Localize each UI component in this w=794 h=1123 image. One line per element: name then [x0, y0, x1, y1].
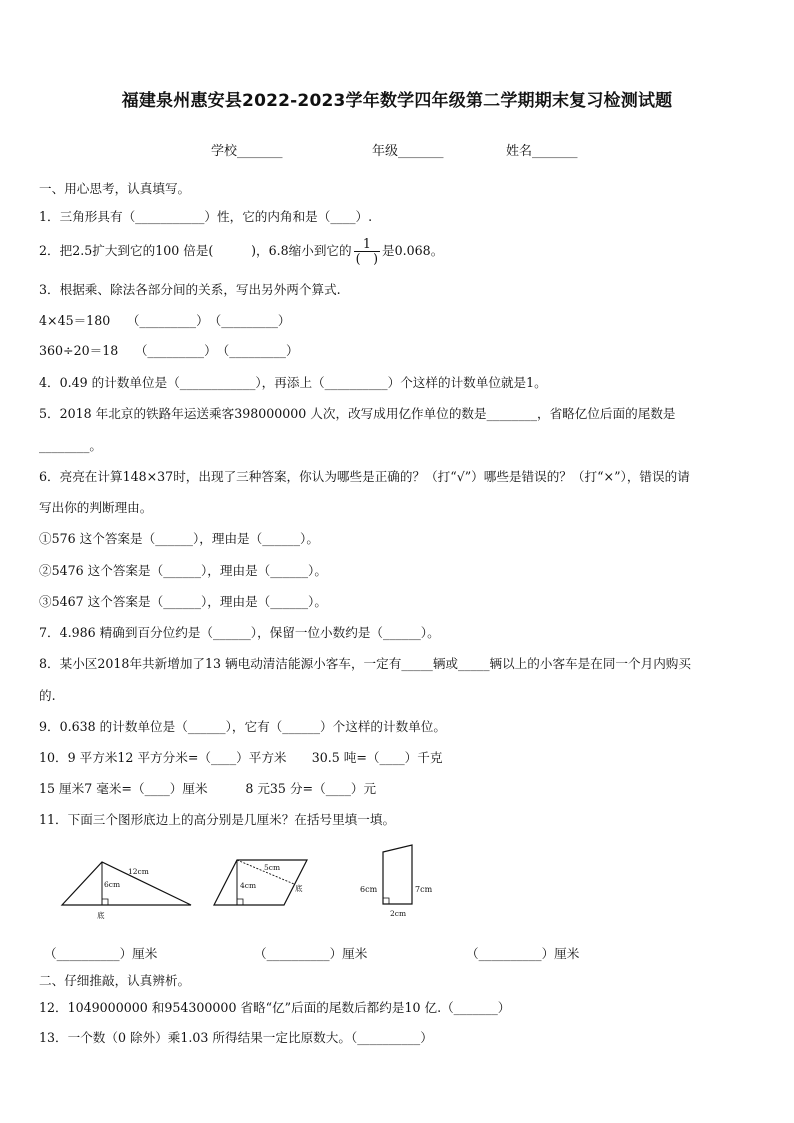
right-angle-mark	[102, 899, 108, 905]
parallelogram-outline	[214, 860, 307, 905]
section-2-heading: 二、仔细推敲，认真辨析。	[39, 973, 191, 988]
page-title: 福建泉州惠安县2022-2023学年数学四年级第二学期期末复习检测试题	[121, 91, 673, 111]
question-2-text: 2．把2.5扩大到它的100 倍是( )，6.8缩小到它的	[39, 243, 352, 258]
trapezoid-left-label: 6cm	[360, 885, 378, 894]
trapezoid-figure	[358, 842, 438, 920]
school-field: 学校_______	[211, 144, 283, 159]
question-3-a: 4×45＝180 （_________） （_________）	[39, 313, 291, 328]
question-6-cont: 写出你的判断理由。	[39, 500, 153, 515]
fraction-denominator: ( )	[355, 251, 379, 266]
question-11-answer-2: （__________）厘米	[254, 946, 368, 961]
question-3-b: 360÷20＝18 （_________） （_________）	[39, 343, 299, 358]
trapezoid-outline	[383, 845, 412, 904]
parallelogram-figure	[212, 858, 312, 910]
name-field: 姓名_______	[506, 144, 578, 159]
question-11: 11．下面三个图形底边上的高分别是几厘米？在括号里填一填。	[39, 812, 396, 827]
question-6-item-2: ②5476 这个答案是（______），理由是（______）。	[39, 563, 327, 578]
question-11-answer-1: （__________）厘米	[44, 946, 158, 961]
question-3: 3．根据乘、除法各部分间的关系，写出另外两个算式.	[39, 282, 341, 297]
fraction	[354, 237, 380, 266]
question-4: 4．0.49 的计数单位是（____________），再添上（__________）个这样的计数单位就是1。	[39, 375, 547, 390]
section-1-heading: 一、用心思考，认真填写。	[39, 181, 191, 196]
trapezoid-right-label: 7cm	[415, 885, 433, 894]
triangle-base-label: 底	[97, 911, 105, 920]
question-6-item-3: ③5467 这个答案是（______），理由是（______）。	[39, 594, 327, 609]
question-10-b: 15 厘米7 毫米=（____）厘米 8 元35 分=（____）元	[39, 781, 377, 796]
fraction-numerator: 1	[354, 237, 380, 252]
question-8-cont: 的.	[39, 688, 56, 703]
question-9: 9．0.638 的计数单位是（______），它有（______）个这样的计数单位。	[39, 719, 446, 734]
trapezoid-bottom-label: 2cm	[390, 909, 407, 918]
question-2	[39, 236, 443, 266]
parallelogram-side-label: 5cm	[264, 863, 281, 872]
question-5-cont: ________。	[39, 438, 102, 453]
triangle-side-label: 12cm	[128, 867, 149, 876]
question-8: 8．某小区2018年共新增加了13 辆电动清洁能源小客车，一定有_____辆或_____辆以上的小客车是在同一个月内购买	[39, 656, 691, 671]
question-6-item-1: ①576 这个答案是（______），理由是（______）。	[39, 531, 319, 546]
parallelogram-base-label: 底	[295, 884, 303, 893]
parallelogram-height-label: 4cm	[240, 881, 257, 890]
triangle-figure	[60, 858, 195, 922]
question-2-tail: 是0.068。	[382, 243, 444, 258]
question-10-a: 10．9 平方米12 平方分米=（____）平方米 30.5 吨=（____）千克	[39, 750, 443, 765]
question-12: 12．1049000000 和954300000 省略“亿”后面的尾数后都约是10 亿.（_______）	[39, 1000, 511, 1015]
question-1: 1．三角形具有（___________）性，它的内角和是（____）.	[39, 209, 373, 224]
question-13: 13．一个数（0 除外）乘1.03 所得结果一定比原数大。（__________）	[39, 1030, 433, 1045]
question-7: 7．4.986 精确到百分位约是（______），保留一位小数约是（______）。	[39, 625, 440, 640]
question-5: 5．2018 年北京的铁路年运送乘客398000000 人次，改写成用亿作单位的数是________，省略亿位后面的尾数是	[39, 406, 676, 421]
question-6: 6．亮亮在计算148×37时，出现了三种答案，你认为哪些是正确的？（打“√”）哪些是错误的？（打“×”），错误的请	[39, 469, 690, 484]
question-11-answer-3: （__________）厘米	[466, 946, 580, 961]
triangle-outline	[62, 862, 191, 905]
grade-field: 年级_______	[372, 144, 444, 159]
triangle-height-label: 6cm	[104, 880, 121, 889]
right-angle-mark	[383, 898, 389, 904]
right-angle-mark	[237, 899, 243, 905]
